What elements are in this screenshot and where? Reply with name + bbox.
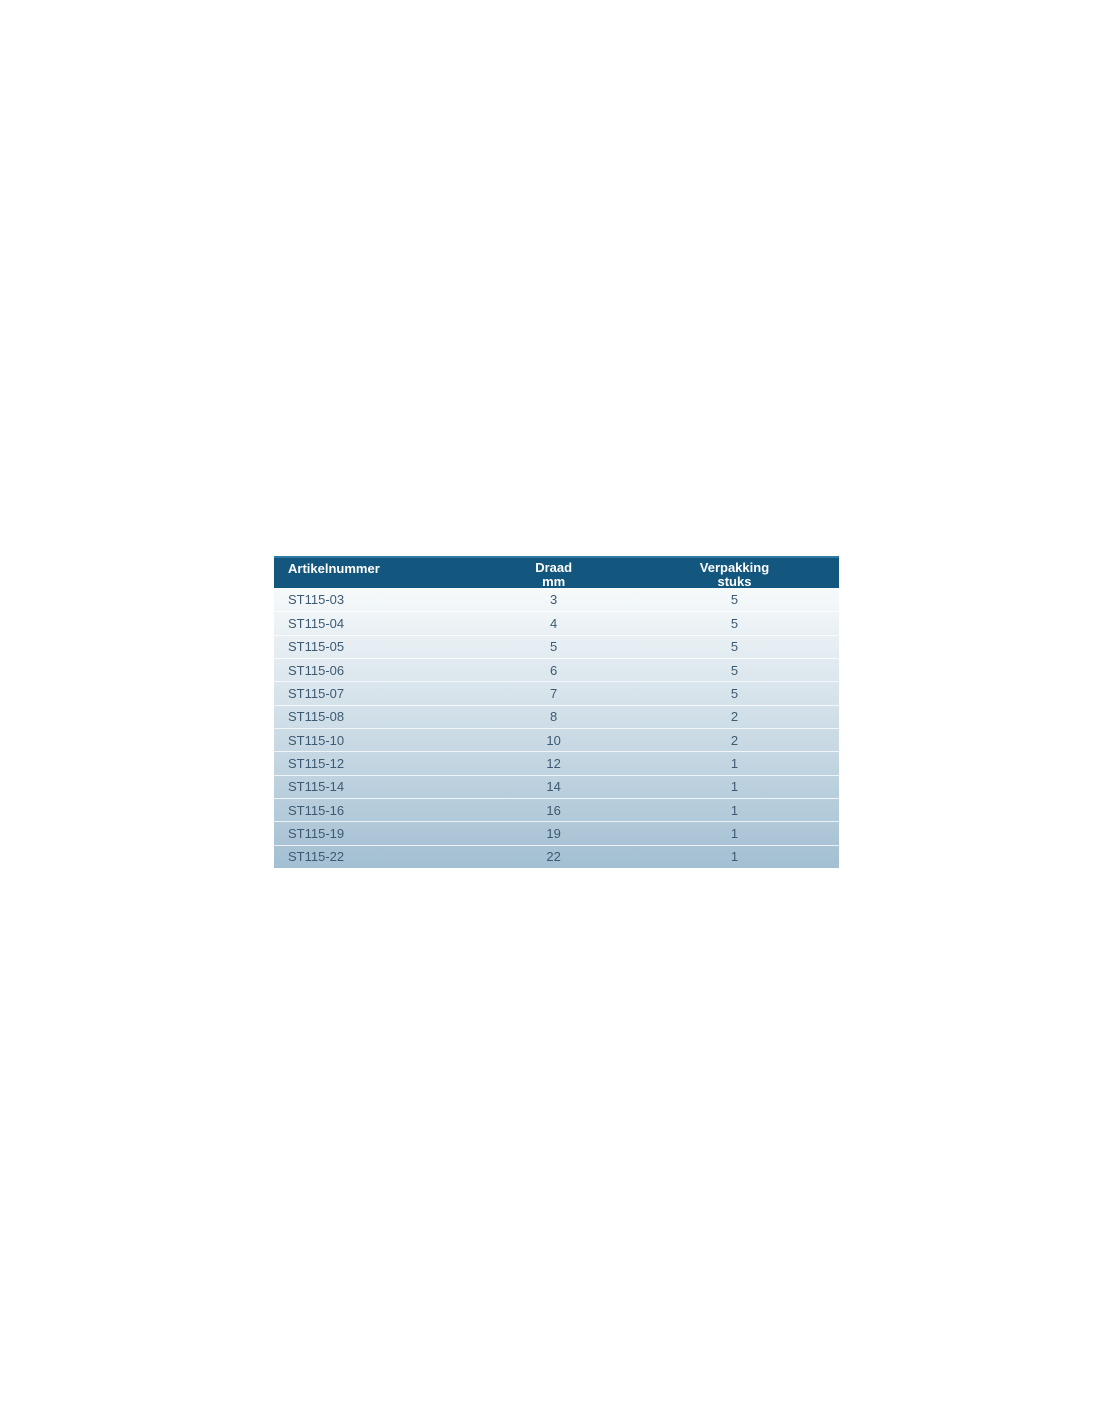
table-row [274,658,839,681]
cell-verpakking-stuks: 5 [730,685,739,701]
cell-verpakking-stuks: 1 [730,849,739,865]
column-header-draad-label: Draad [535,560,573,575]
table-row [274,588,839,611]
table-row [274,728,839,751]
cell-draad-mm: 22 [546,849,561,865]
column-header-verpakking-label: Verpakking [699,560,770,575]
cell-draad-mm: 7 [550,685,558,701]
cell-verpakking-stuks: 5 [730,615,739,631]
cell-verpakking-stuks: 5 [730,662,739,678]
cell-draad-mm: 5 [550,639,558,655]
cell-artikelnummer: ST115-16 [288,802,345,818]
cell-draad-mm: 10 [546,732,561,748]
table-row [274,635,839,658]
cell-draad-mm: 6 [550,662,558,678]
product-spec-table [274,556,839,868]
cell-draad-mm: 3 [550,592,558,608]
cell-verpakking-stuks: 2 [730,709,739,725]
table-row [274,845,839,868]
column-header-draad-unit: mm [542,574,566,589]
cell-artikelnummer: ST115-05 [288,639,345,655]
cell-draad-mm: 14 [546,779,561,795]
column-header-artikelnummer: Artikelnummer [288,561,380,576]
cell-artikelnummer: ST115-07 [288,685,345,701]
cell-artikelnummer: ST115-03 [288,592,345,608]
table-row [274,611,839,634]
table-row [274,775,839,798]
cell-draad-mm: 12 [546,755,561,771]
cell-verpakking-stuks: 1 [730,825,739,841]
cell-verpakking-stuks: 1 [730,755,739,771]
table-header-row [274,556,839,588]
cell-verpakking-stuks: 1 [730,802,739,818]
table-row [274,705,839,728]
cell-verpakking-stuks: 5 [730,592,739,608]
cell-artikelnummer: ST115-14 [288,779,345,795]
cell-artikelnummer: ST115-22 [288,849,345,865]
table-body [274,588,839,868]
cell-verpakking-stuks: 1 [730,779,739,795]
cell-artikelnummer: ST115-10 [288,732,345,748]
cell-draad-mm: 16 [546,802,561,818]
column-header-verpakking [630,561,839,589]
table-row [274,798,839,821]
cell-artikelnummer: ST115-08 [288,709,345,725]
column-header-draad [477,561,630,589]
table-row [274,751,839,774]
cell-artikelnummer: ST115-19 [288,825,345,841]
cell-verpakking-stuks: 5 [730,639,739,655]
cell-artikelnummer: ST115-04 [288,615,345,631]
cell-artikelnummer: ST115-12 [288,755,345,771]
cell-draad-mm: 8 [550,709,558,725]
table-row [274,681,839,704]
cell-draad-mm: 19 [546,825,561,841]
table-row [274,821,839,844]
cell-artikelnummer: ST115-06 [288,662,345,678]
cell-verpakking-stuks: 2 [730,732,739,748]
column-header-verpakking-unit: stuks [717,574,752,589]
cell-draad-mm: 4 [550,615,558,631]
